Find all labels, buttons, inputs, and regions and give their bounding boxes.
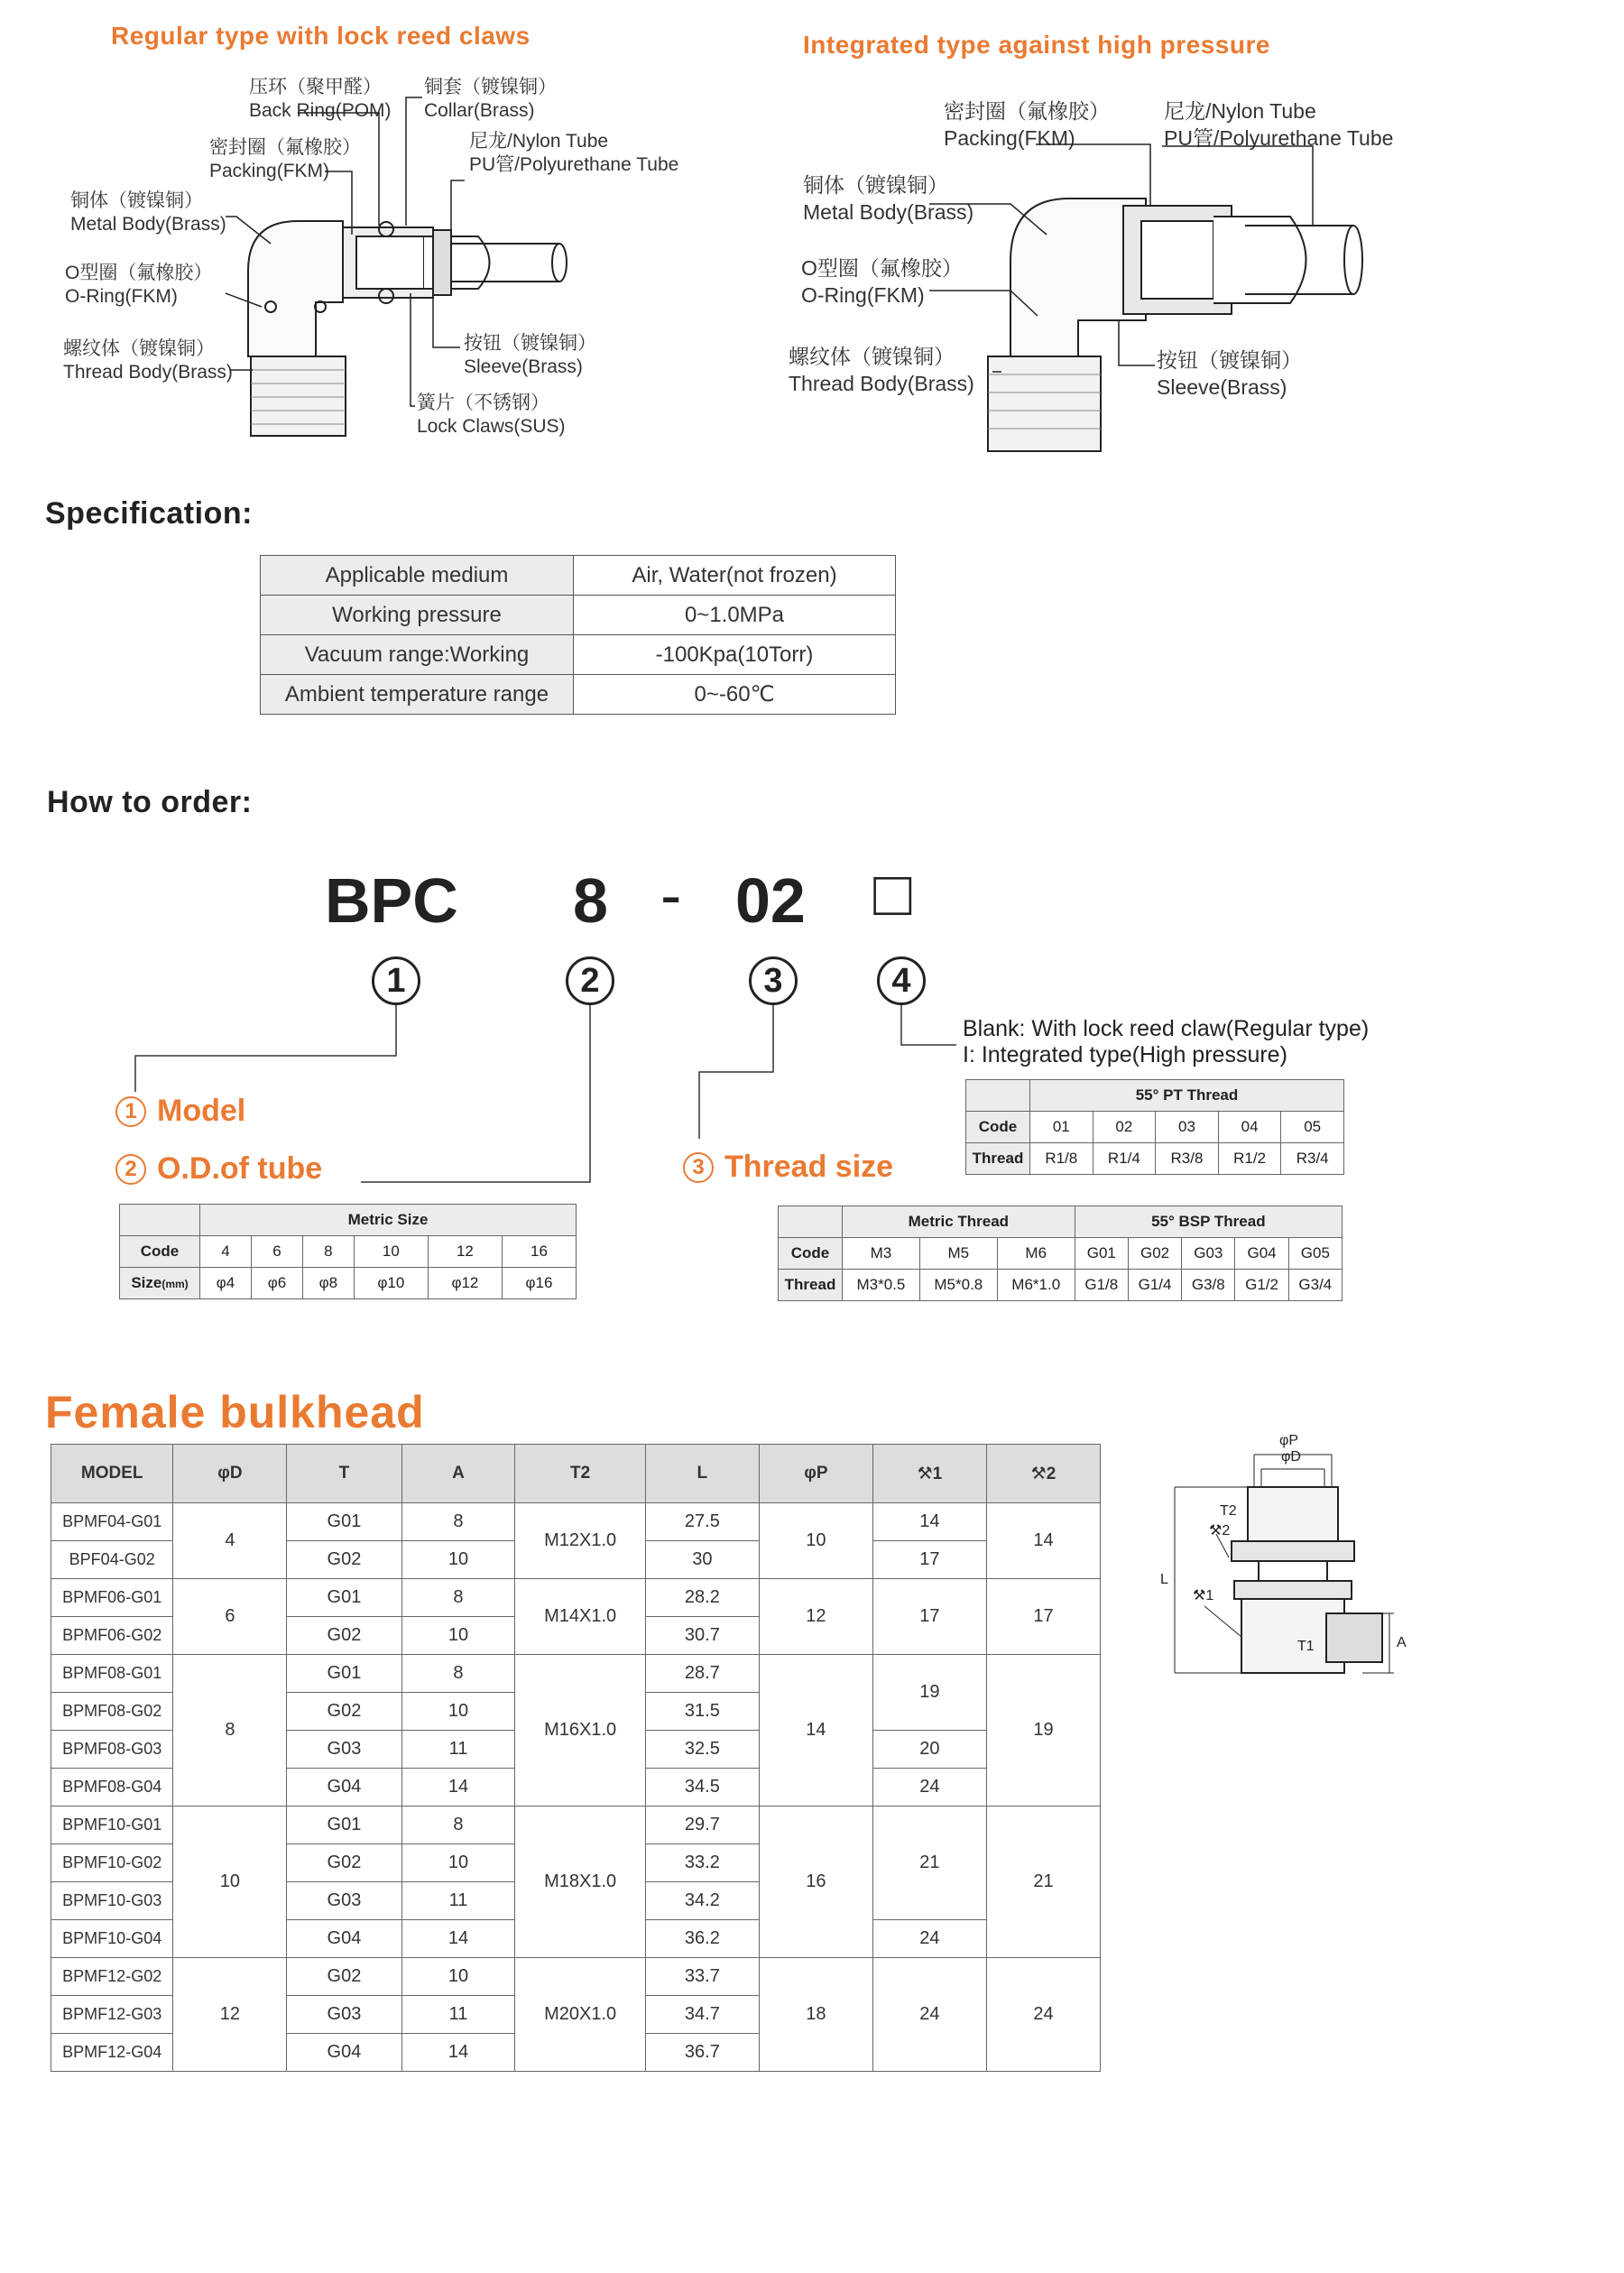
t-cell: G01 <box>287 1806 401 1844</box>
l-cell: 30.7 <box>645 1617 759 1655</box>
wrench-icon: ⚒ <box>1209 1523 1223 1538</box>
l-cell: 29.7 <box>645 1806 759 1844</box>
legend-circle-2: 2 <box>115 1154 146 1185</box>
t-cell: G02 <box>287 1541 401 1579</box>
l-cell: 30 <box>645 1541 759 1579</box>
table-cell: R3/4 <box>1281 1143 1344 1175</box>
code-option: □ <box>873 858 912 929</box>
wrench1-cell: 24 <box>872 1958 986 2072</box>
spec-value: -100Kpa(10Torr) <box>574 635 896 675</box>
l-cell: 36.7 <box>645 2034 759 2072</box>
circle-1: 1 <box>372 956 420 1005</box>
table-cell: R3/8 <box>1156 1143 1219 1175</box>
a-cell: 8 <box>401 1655 515 1693</box>
label-sleeve: 按钮（镀镍铜） Sleeve(Brass) <box>464 333 596 377</box>
p-cell: 18 <box>759 1958 872 2072</box>
table-cell: 02 <box>1093 1112 1156 1143</box>
label-oring-r: O型圈（氟橡胶） O-Ring(FKM) <box>801 256 963 307</box>
wrench1-cell: 24 <box>872 1769 986 1806</box>
t-cell: G02 <box>287 1693 401 1731</box>
wrench1-cell: 17 <box>872 1579 986 1655</box>
a-cell: 14 <box>401 1920 515 1958</box>
legend-circle-3: 3 <box>683 1152 714 1183</box>
label-back-ring: 压环（聚甲醛） Back Ring(POM) <box>249 77 392 121</box>
od-cell: 10 <box>173 1806 287 1958</box>
wrench2-cell: 17 <box>986 1579 1100 1655</box>
table-cell: φ8 <box>302 1268 354 1299</box>
wrench-icon: ⚒ <box>1193 1588 1206 1603</box>
spec-key: Ambient temperature range <box>261 675 574 715</box>
p-cell: 10 <box>759 1503 872 1579</box>
wrench-1-header: ⚒1 <box>872 1445 986 1503</box>
label-packing: 密封圈（氟橡胶） Packing(FKM) <box>209 137 361 181</box>
model-cell: BPMF12-G02 <box>51 1958 173 1996</box>
wrench1-cell: 14 <box>872 1503 986 1541</box>
table-cell: G03 <box>1182 1238 1235 1270</box>
spec-title: Specification: <box>45 496 253 531</box>
spec-value: Air, Water(not frozen) <box>574 556 896 596</box>
model-cell: BPMF08-G03 <box>51 1731 173 1769</box>
table-cell: G1/8 <box>1075 1270 1128 1301</box>
t-cell: G04 <box>287 2034 401 2072</box>
table-cell: 01 <box>1030 1112 1093 1143</box>
t-cell: G03 <box>287 1731 401 1769</box>
table-cell: 12 <box>428 1236 502 1268</box>
female-bulkhead-table: MODEL φD T A T2 L φP ⚒1 ⚒2 BPMF04-G01 4 G01 8 M12X1.0 27.5 10 14 14 BPF04-G02 G02 10 30 17 BPMF06-G01 6 G01 8 M14X1.0 28.2 12 17 17 BPMF06-G02 G02 10 30.7 BPMF08-G01 8 G01 8 M16X1.0 28.7 14 19 19 BPMF08-G02 G02 10 31.5 BPMF08-G03 G03 11 32.5 20 BPMF08-G04 G04 14 34.5 24 BPMF10-G01 10 G01 8 M18X1.0 29.7 16 21 21 BPMF10-G02 G02 10 33.2 BPMF10-G03 G03 11 34.2 BPMF10-G04 G04 14 36.2 24 BPMF12-G02 12 G02 10 M20X1.0 33.7 18 24 24 BPMF12-G03 G03 11 34.7 BPMF12-G04 G04 14 36.7 <box>51 1444 1101 2072</box>
t2-cell: M16X1.0 <box>515 1655 645 1806</box>
model-cell: BPMF10-G03 <box>51 1882 173 1920</box>
t-cell: G03 <box>287 1996 401 2034</box>
table-cell: 03 <box>1156 1112 1219 1143</box>
l-cell: 32.5 <box>645 1731 759 1769</box>
p-cell: 16 <box>759 1806 872 1958</box>
table-cell: R1/8 <box>1030 1143 1093 1175</box>
a-cell: 14 <box>401 1769 515 1806</box>
code-thread: 02 <box>735 865 806 936</box>
a-cell: 10 <box>401 1617 515 1655</box>
p-cell: 12 <box>759 1579 872 1655</box>
circle-3: 3 <box>749 956 798 1005</box>
table-cell: G04 <box>1235 1238 1288 1270</box>
model-cell: BPMF04-G01 <box>51 1503 173 1541</box>
table-cell: 04 <box>1218 1112 1281 1143</box>
model-cell: BPMF08-G02 <box>51 1693 173 1731</box>
model-cell: BPMF10-G04 <box>51 1920 173 1958</box>
l-cell: 34.5 <box>645 1769 759 1806</box>
model-cell: BPF04-G02 <box>51 1541 173 1579</box>
code-od: 8 <box>573 865 608 936</box>
legend-od: 2 O.D.of tube <box>115 1151 322 1187</box>
pt-thread-table: 55° PT Thread Code 01 02 03 04 05 Thread R1/8 R1/4 R3/8 R1/2 R3/4 <box>965 1079 1344 1175</box>
spec-value: 0~1.0MPa <box>574 596 896 635</box>
label-thread-body-r: 螺纹体（镀镍铜） Thread Body(Brass) <box>789 345 974 395</box>
t-cell: G01 <box>287 1503 401 1541</box>
od-cell: 12 <box>173 1958 287 2072</box>
table-cell: 4 <box>200 1236 252 1268</box>
t-cell: G02 <box>287 1844 401 1882</box>
model-cell: BPMF12-G03 <box>51 1996 173 2034</box>
a-cell: 10 <box>401 1693 515 1731</box>
t-cell: G04 <box>287 1769 401 1806</box>
dim-wrench-2: ⚒2 <box>1209 1523 1231 1538</box>
wrench2-cell: 19 <box>986 1655 1100 1806</box>
table-cell: G3/4 <box>1288 1270 1342 1301</box>
label-thread-body: 螺纹体（镀镍铜） Thread Body(Brass) <box>63 338 233 383</box>
t-cell: G04 <box>287 1920 401 1958</box>
table-cell: φ16 <box>502 1268 576 1299</box>
wrench1-cell: 20 <box>872 1731 986 1769</box>
table-cell: M3 <box>843 1238 920 1270</box>
model-cell: BPMF10-G02 <box>51 1844 173 1882</box>
table-cell: M3*0.5 <box>843 1270 920 1301</box>
a-cell: 8 <box>401 1806 515 1844</box>
table-cell: 05 <box>1281 1112 1344 1143</box>
model-cell: BPMF12-G04 <box>51 2034 173 2072</box>
code-dash: - <box>660 860 682 930</box>
legend-thread: 3 Thread size <box>683 1150 893 1185</box>
table-cell: 10 <box>354 1236 428 1268</box>
option-legend: Blank: With lock reed claw(Regular type) I: Integrated type(High pressure) <box>963 1016 1370 1067</box>
wrench1-cell: 24 <box>872 1920 986 1958</box>
l-cell: 28.7 <box>645 1655 759 1693</box>
l-cell: 36.2 <box>645 1920 759 1958</box>
l-cell: 31.5 <box>645 1693 759 1731</box>
t2-cell: M18X1.0 <box>515 1806 645 1958</box>
label-tube-r: 尼龙/Nylon Tube PU管/Polyurethane Tube <box>1164 99 1394 150</box>
dim-wrench-1: ⚒1 <box>1193 1588 1214 1603</box>
table-cell: 8 <box>302 1236 354 1268</box>
a-cell: 11 <box>401 1731 515 1769</box>
table-cell: φ6 <box>251 1268 302 1299</box>
thread-size-table: Metric Thread 55° BSP Thread Code M3 M5 M6 G01 G02 G03 G04 G05 Thread M3*0.5 M5*0.8 M6*1.0 G1/8 G1/4 G3/8 G1/2 G3/4 <box>778 1206 1343 1301</box>
left-diagram-title: Regular type with lock reed claws <box>111 22 531 50</box>
spec-value: 0~-60℃ <box>574 675 896 715</box>
spec-key: Vacuum range:Working <box>261 635 574 675</box>
a-cell: 10 <box>401 1541 515 1579</box>
label-metal-body: 铜体（镀镍铜） Metal Body(Brass) <box>70 190 226 235</box>
table-cell: 6 <box>251 1236 302 1268</box>
label-lock-claws: 簧片（不锈钢） Lock Claws(SUS) <box>417 393 566 437</box>
model-cell: BPMF06-G01 <box>51 1579 173 1617</box>
table-cell: φ12 <box>428 1268 502 1299</box>
table-cell: G3/8 <box>1182 1270 1235 1301</box>
wrench-icon: ⚒ <box>917 1464 933 1483</box>
table-cell: M5 <box>919 1238 997 1270</box>
l-cell: 34.7 <box>645 1996 759 2034</box>
spec-key: Applicable medium <box>261 556 574 596</box>
legend-model: 1 Model <box>115 1094 245 1129</box>
table-cell: G05 <box>1288 1238 1342 1270</box>
a-cell: 11 <box>401 1996 515 2034</box>
a-cell: 14 <box>401 2034 515 2072</box>
table-cell: G1/4 <box>1128 1270 1181 1301</box>
a-cell: 10 <box>401 1844 515 1882</box>
wrench2-cell: 21 <box>986 1806 1100 1958</box>
dim-l: L <box>1160 1572 1168 1587</box>
wrench1-cell: 21 <box>872 1806 986 1920</box>
l-cell: 34.2 <box>645 1882 759 1920</box>
table-cell: 16 <box>502 1236 576 1268</box>
label-sleeve-r: 按钮（镀镍铜） Sleeve(Brass) <box>1157 348 1302 399</box>
label-metal-body-r: 铜体（镀镍铜） Metal Body(Brass) <box>803 173 974 224</box>
wrench-2-header: ⚒2 <box>986 1445 1100 1503</box>
table-cell: G1/2 <box>1235 1270 1288 1301</box>
code-series: BPC <box>325 865 458 936</box>
spec-key: Working pressure <box>261 596 574 635</box>
wrench1-cell: 17 <box>872 1541 986 1579</box>
model-cell: BPMF10-G01 <box>51 1806 173 1844</box>
order-title: How to order: <box>47 785 253 819</box>
t-cell: G02 <box>287 1958 401 1996</box>
model-cell: BPMF08-G04 <box>51 1769 173 1806</box>
od-cell: 8 <box>173 1655 287 1806</box>
t2-cell: M12X1.0 <box>515 1503 645 1579</box>
od-cell: 4 <box>173 1503 287 1579</box>
wrench1-cell: 19 <box>872 1655 986 1731</box>
wrench-icon: ⚒ <box>1030 1464 1047 1483</box>
wrench2-cell: 14 <box>986 1503 1100 1579</box>
t-cell: G03 <box>287 1882 401 1920</box>
p-cell: 14 <box>759 1655 872 1806</box>
label-packing-r: 密封圈（氟橡胶） Packing(FKM) <box>944 99 1110 150</box>
legend-circle-1: 1 <box>115 1096 146 1127</box>
l-cell: 27.5 <box>645 1503 759 1541</box>
l-cell: 28.2 <box>645 1579 759 1617</box>
dim-t1: T1 <box>1297 1639 1315 1654</box>
dim-t2: T2 <box>1220 1503 1237 1519</box>
label-oring: O型圈（氟橡胶） O-Ring(FKM) <box>65 263 213 307</box>
t-cell: G01 <box>287 1579 401 1617</box>
table-cell: M6*1.0 <box>997 1270 1075 1301</box>
table-cell: G01 <box>1075 1238 1128 1270</box>
a-cell: 10 <box>401 1958 515 1996</box>
dim-d: φD <box>1281 1449 1301 1465</box>
table-cell: M5*0.8 <box>919 1270 997 1301</box>
label-collar: 铜套（镀镍铜） Collar(Brass) <box>424 77 557 121</box>
l-cell: 33.7 <box>645 1958 759 1996</box>
a-cell: 8 <box>401 1503 515 1541</box>
table-cell: R1/4 <box>1093 1143 1156 1175</box>
dim-a: A <box>1397 1635 1407 1650</box>
dim-p: φP <box>1279 1433 1299 1448</box>
l-cell: 33.2 <box>645 1844 759 1882</box>
model-cell: BPMF06-G02 <box>51 1617 173 1655</box>
table-cell: φ4 <box>200 1268 252 1299</box>
t-cell: G01 <box>287 1655 401 1693</box>
female-bulkhead-title: Female bulkhead <box>45 1387 425 1437</box>
a-cell: 11 <box>401 1882 515 1920</box>
circle-4: 4 <box>877 956 926 1005</box>
circle-2: 2 <box>566 956 614 1005</box>
model-cell: BPMF08-G01 <box>51 1655 173 1693</box>
od-cell: 6 <box>173 1579 287 1655</box>
table-cell: R1/2 <box>1218 1143 1281 1175</box>
table-cell: G02 <box>1128 1238 1181 1270</box>
t2-cell: M14X1.0 <box>515 1579 645 1655</box>
metric-size-table: Metric Size Code 4 6 8 10 12 16 Size(mm) φ4 φ6 φ8 φ10 φ12 φ16 <box>119 1204 577 1299</box>
t-cell: G02 <box>287 1617 401 1655</box>
wrench2-cell: 24 <box>986 1958 1100 2072</box>
table-cell: M6 <box>997 1238 1075 1270</box>
a-cell: 8 <box>401 1579 515 1617</box>
t2-cell: M20X1.0 <box>515 1958 645 2072</box>
table-cell: φ10 <box>354 1268 428 1299</box>
right-diagram-title: Integrated type against high pressure <box>803 31 1270 59</box>
label-tube: 尼龙/Nylon Tube PU管/Polyurethane Tube <box>469 131 679 175</box>
